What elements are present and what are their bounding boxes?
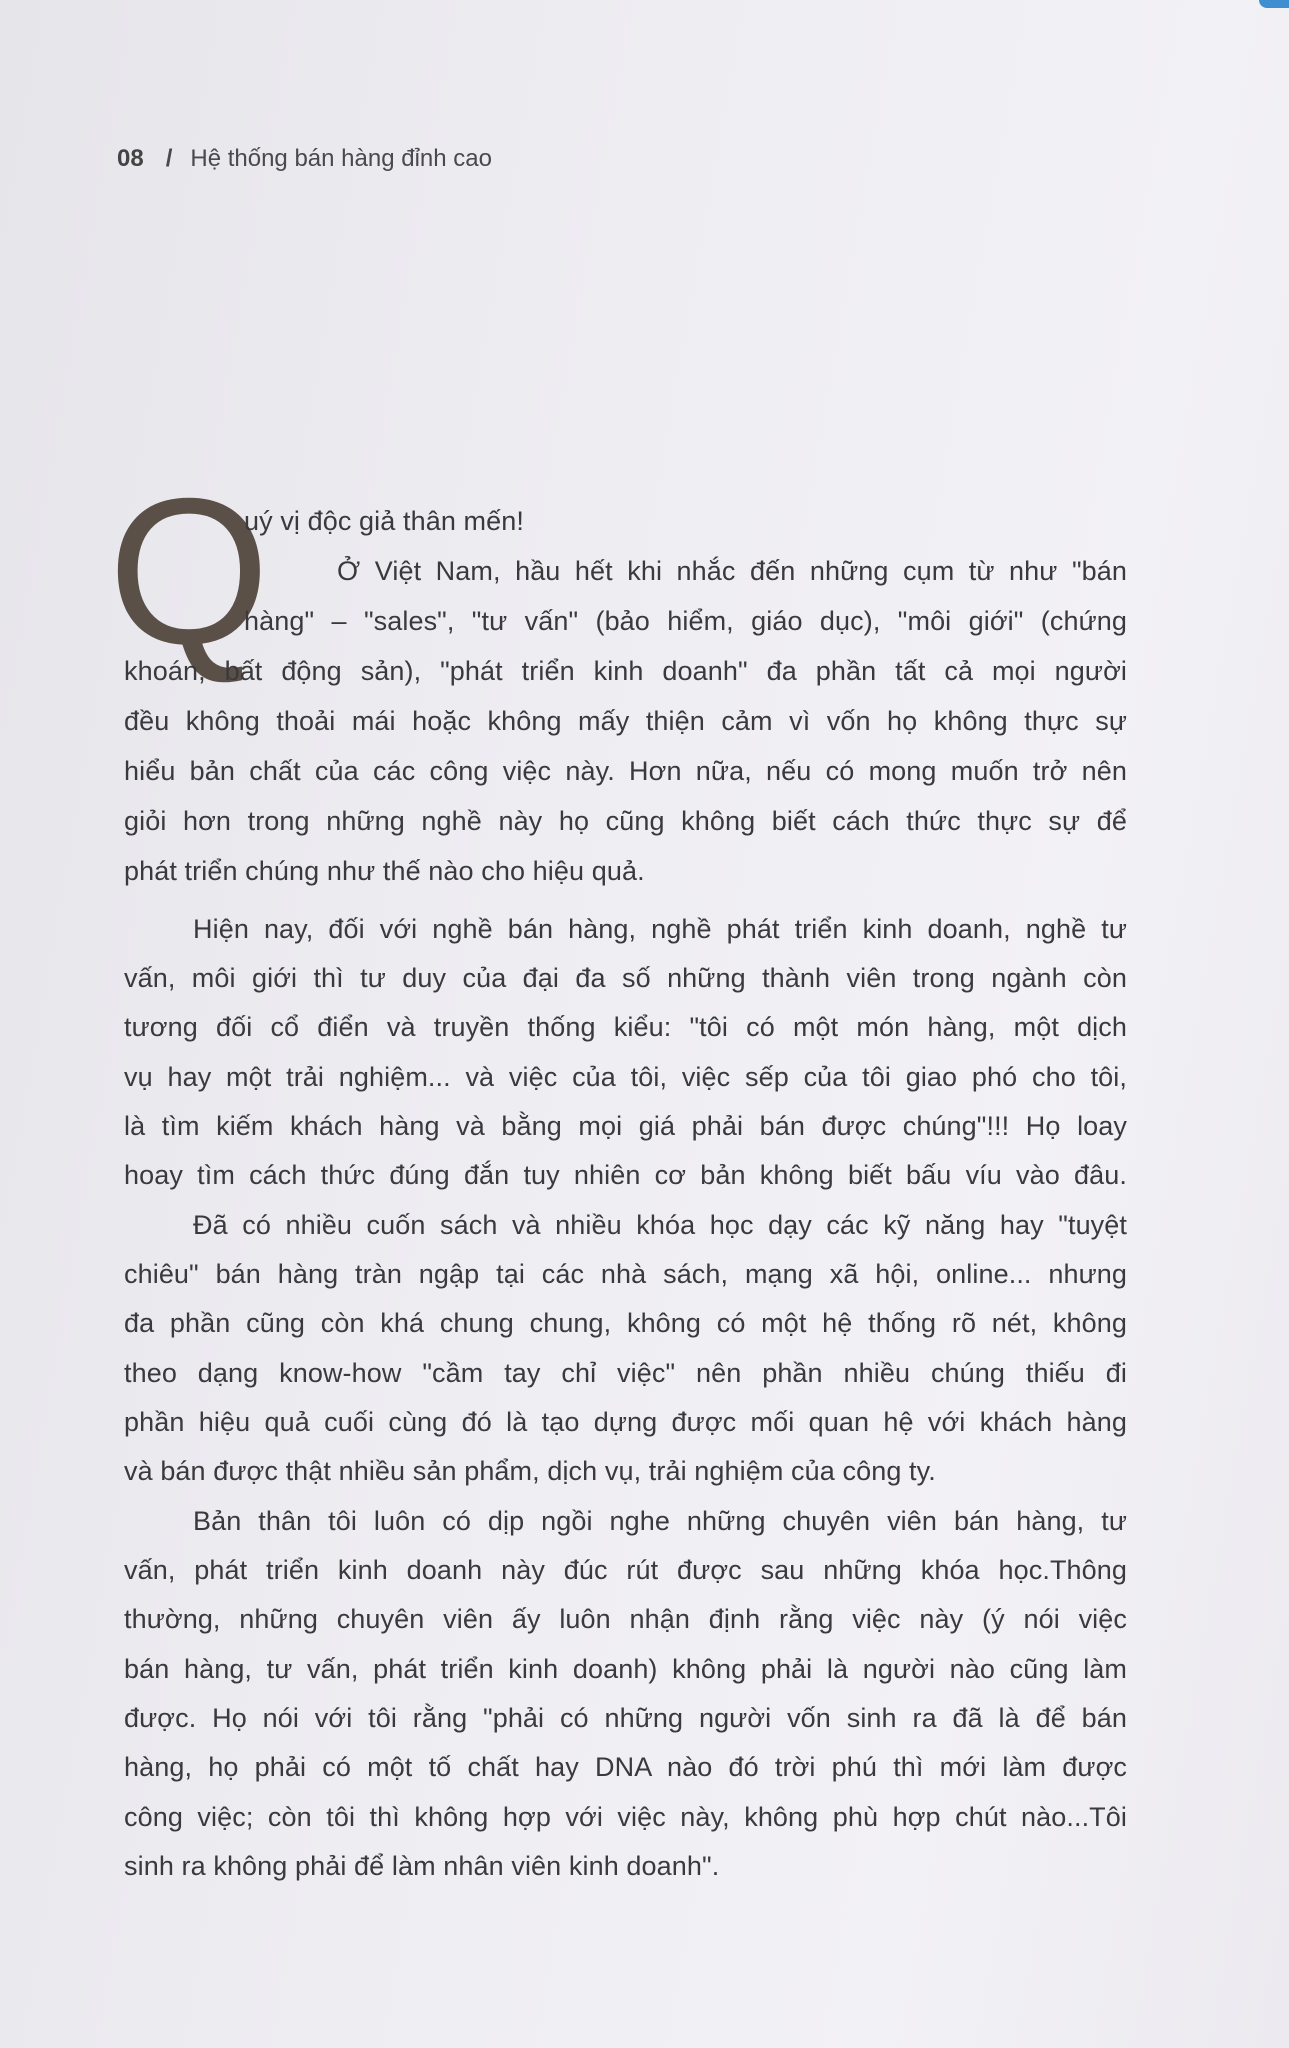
text-line: và bán được thật nhiều sản phẩm, dịch vụ, trải nghiệm của công ty. — [124, 1456, 936, 1486]
text-line: bán hàng, tư vấn, phát triển kinh doanh) không phải là người nào cũng làm — [124, 1654, 1127, 1684]
text-line: khoán, bất động sản), "phát triển kinh doanh" đa phần tất cả mọi người — [124, 656, 1127, 686]
text-line: hàng, họ phải có một tố chất hay DNA nào đó trời phú thì mới làm được — [124, 1752, 1127, 1782]
text-line: sinh ra không phải để làm nhân viên kinh doanh". — [124, 1851, 720, 1881]
page-edge-mark — [1259, 0, 1289, 8]
text-line: chiêu" bán hàng tràn ngập tại các nhà sách, mạng xã hội, online... nhưng — [124, 1259, 1127, 1289]
text-line: được. Họ nói với tôi rằng "phải có những người vốn sinh ra đã là để bán — [124, 1703, 1127, 1733]
text-line: thường, những chuyên viên ấy luôn nhận định rằng việc này (ý nói việc — [124, 1604, 1127, 1634]
text-line: Bản thân tôi luôn có dịp ngồi nghe những chuyên viên bán hàng, tư — [193, 1506, 1127, 1536]
text-line: tương đối cổ điển và truyền thống kiểu: "tôi có một món hàng, một dịch — [124, 1012, 1127, 1042]
text-line: vấn, môi giới thì tư duy của đại đa số những thành viên trong ngành còn — [124, 963, 1127, 993]
text-line: phần hiệu quả cuối cùng đó là tạo dựng được mối quan hệ với khách hàng — [124, 1407, 1127, 1437]
text-line: hiểu bản chất của các công việc này. Hơn nữa, nếu có mong muốn trở nên — [124, 756, 1127, 786]
text-line: công việc; còn tôi thì không hợp với việc này, không phù hợp chút nào...Tôi — [124, 1802, 1127, 1832]
text-line: đa phần cũng còn khá chung chung, không có một hệ thống rõ nét, không — [124, 1308, 1127, 1338]
text-line: hoay tìm cách thức đúng đắn tuy nhiên cơ bản không biết bấu víu vào đâu. — [124, 1160, 1127, 1190]
header-separator: / — [165, 145, 173, 172]
text-line: Đã có nhiều cuốn sách và nhiều khóa học dạy các kỹ năng hay "tuyệt — [193, 1210, 1127, 1240]
text-line: theo dạng know-how "cầm tay chỉ việc" nên phần nhiều chúng thiếu đi — [124, 1358, 1127, 1388]
running-header — [117, 145, 492, 173]
text-line: Ở Việt Nam, hầu hết khi nhắc đến những cụm từ như "bán — [337, 556, 1127, 586]
text-line: vụ hay một trải nghiệm... và việc của tôi, việc sếp của tôi giao phó cho tôi, — [124, 1062, 1127, 1092]
text-line: hàng" – "sales", "tư vấn" (bảo hiểm, giáo dục), "môi giới" (chứng — [244, 606, 1127, 636]
text-line: giỏi hơn trong những nghề này họ cũng không biết cách thức thực sự để — [124, 806, 1127, 836]
text-line: phát triển chúng như thế nào cho hiệu quả. — [124, 856, 645, 886]
page-number: 08 — [117, 145, 144, 172]
text-line: là tìm kiếm khách hàng và bằng mọi giá phải bán được chúng"!!! Họ loay — [124, 1111, 1127, 1141]
text-line: vấn, phát triển kinh doanh này đúc rút được sau những khóa học.Thông — [124, 1555, 1127, 1585]
text-line: uý vị độc giả thân mến! — [244, 506, 524, 536]
drop-cap: Q — [108, 456, 270, 688]
text-line: đều không thoải mái hoặc không mấy thiện cảm vì vốn họ không thực sự — [124, 706, 1127, 736]
book-title: Hệ thống bán hàng đỉnh cao — [190, 145, 492, 172]
text-line: Hiện nay, đối với nghề bán hàng, nghề phát triển kinh doanh, nghề tư — [193, 914, 1127, 944]
